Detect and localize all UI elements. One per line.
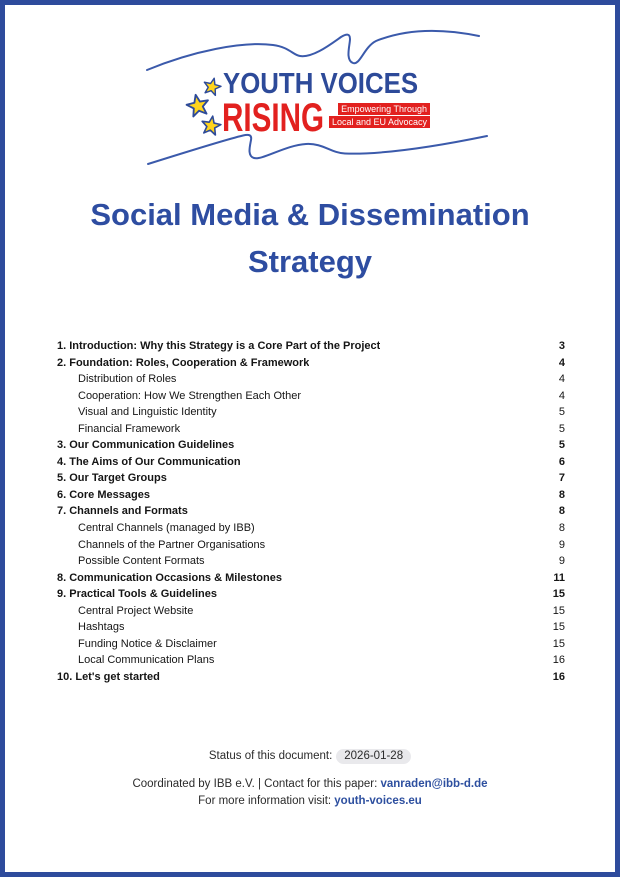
toc-entry[interactable] xyxy=(57,454,565,471)
logo-wordmark-line1: YOUTH VOICES xyxy=(223,68,419,100)
toc-entry[interactable] xyxy=(57,421,565,438)
toc-entry-page: 4 xyxy=(558,389,565,402)
info-line xyxy=(0,795,620,807)
toc-entry-label: Funding Notice & Disclaimer xyxy=(78,637,217,650)
page-title-line2: Strategy xyxy=(247,244,373,279)
toc-entry-page: 8 xyxy=(558,522,565,535)
toc-entry[interactable] xyxy=(57,537,565,554)
toc-entry-page: 5 xyxy=(558,439,565,452)
project-logo xyxy=(0,0,620,180)
toc-entry-label: Channels of the Partner Organisations xyxy=(78,538,266,551)
wave-flourish-top-icon xyxy=(143,27,483,73)
toc-entry-label: 2. Foundation: Roles, Cooperation & Framework xyxy=(57,356,310,369)
toc-entry-page: 9 xyxy=(558,538,565,551)
toc-entry-page: 6 xyxy=(558,455,565,468)
toc-entry-label: Central Channels (managed by IBB) xyxy=(78,522,255,535)
toc-entry-label: Possible Content Formats xyxy=(78,555,205,568)
toc-entry-label: 4. The Aims of Our Communication xyxy=(57,455,241,468)
toc-entry[interactable] xyxy=(57,355,565,372)
toc-entry-label: Central Project Website xyxy=(78,604,194,617)
toc-entry[interactable] xyxy=(57,338,565,355)
toc-entry-page: 9 xyxy=(558,555,565,568)
toc-entry-page: 8 xyxy=(558,488,565,501)
wave-flourish-bottom-icon xyxy=(143,131,491,171)
toc-entry-page: 5 xyxy=(558,422,565,435)
contact-line xyxy=(0,778,620,790)
toc-entry[interactable] xyxy=(57,388,565,405)
toc-entry-page: 3 xyxy=(558,340,565,352)
status-date-badge: 2026-01-28 xyxy=(336,749,411,764)
toc-entry-page: 4 xyxy=(558,356,565,369)
toc-entry[interactable] xyxy=(57,586,565,603)
toc-entry-page: 15 xyxy=(552,637,565,650)
toc-entry-label: Distribution of Roles xyxy=(78,373,177,386)
toc-entry-label: 10. Let's get started xyxy=(57,670,160,683)
toc-entry-label: 8. Communication Occasions & Milestones xyxy=(57,571,282,584)
toc-entry[interactable] xyxy=(57,503,565,520)
contact-prefix: Coordinated by IBB e.V. | Contact for this paper: xyxy=(132,778,381,790)
toc-entry[interactable] xyxy=(57,669,565,686)
toc-entry-label: 1. Introduction: Why this Strategy is a Core Part of the Project xyxy=(57,340,381,352)
toc-entry-page: 16 xyxy=(552,654,565,667)
toc-entry-label: 6. Core Messages xyxy=(57,488,150,501)
page-title xyxy=(0,191,620,285)
project-website-link[interactable]: youth-voices.eu xyxy=(334,795,422,807)
toc-entry-page: 5 xyxy=(558,406,565,419)
toc-entry-page: 16 xyxy=(552,670,565,683)
toc-entry-label: Financial Framework xyxy=(78,422,181,435)
toc-entry[interactable] xyxy=(57,603,565,620)
toc-entry-page: 15 xyxy=(552,588,565,601)
toc-entry-page: 7 xyxy=(558,472,565,485)
toc-entry[interactable] xyxy=(57,619,565,636)
logo-tagline-line1: Empowering Through xyxy=(338,103,430,115)
toc-entry[interactable] xyxy=(57,470,565,487)
toc-entry[interactable] xyxy=(57,553,565,570)
logo-tagline-line2: Local and EU Advocacy xyxy=(329,116,430,128)
logo-wordmark-line2: RISING xyxy=(222,96,324,140)
toc-entry[interactable] xyxy=(57,437,565,454)
toc-entry-label: Hashtags xyxy=(78,621,125,634)
toc-entry-page: 11 xyxy=(553,571,565,584)
toc-entry-page: 8 xyxy=(558,505,565,518)
toc-entry-label: 7. Channels and Formats xyxy=(57,505,188,518)
info-prefix: For more information visit: xyxy=(198,795,335,807)
contact-email-link[interactable]: vanraden@ibb-d.de xyxy=(380,778,488,790)
toc-entry[interactable] xyxy=(57,570,565,587)
toc-entry-label: Cooperation: How We Strengthen Each Other xyxy=(78,389,301,402)
toc-entry[interactable] xyxy=(57,487,565,504)
toc-entry[interactable] xyxy=(57,652,565,669)
document-status-line xyxy=(0,749,620,764)
toc-entry[interactable] xyxy=(57,636,565,653)
toc-entry[interactable] xyxy=(57,371,565,388)
status-label: Status of this document: xyxy=(208,750,333,762)
toc-entry[interactable] xyxy=(57,404,565,421)
toc-entry-page: 15 xyxy=(552,604,565,617)
toc-entry-label: 5. Our Target Groups xyxy=(57,472,167,485)
page-title-line1: Social Media & Dissemination xyxy=(90,197,530,232)
toc-entry[interactable] xyxy=(57,520,565,537)
logo-tagline-badge xyxy=(328,103,430,128)
toc-entry-label: Visual and Linguistic Identity xyxy=(78,406,217,419)
table-of-contents xyxy=(57,338,565,685)
toc-entry-page: 15 xyxy=(552,621,565,634)
toc-entry-label: Local Communication Plans xyxy=(78,654,215,667)
toc-entry-page: 4 xyxy=(558,373,565,386)
toc-entry-label: 3. Our Communication Guidelines xyxy=(57,439,235,452)
toc-entry-label: 9. Practical Tools & Guidelines xyxy=(57,588,217,601)
